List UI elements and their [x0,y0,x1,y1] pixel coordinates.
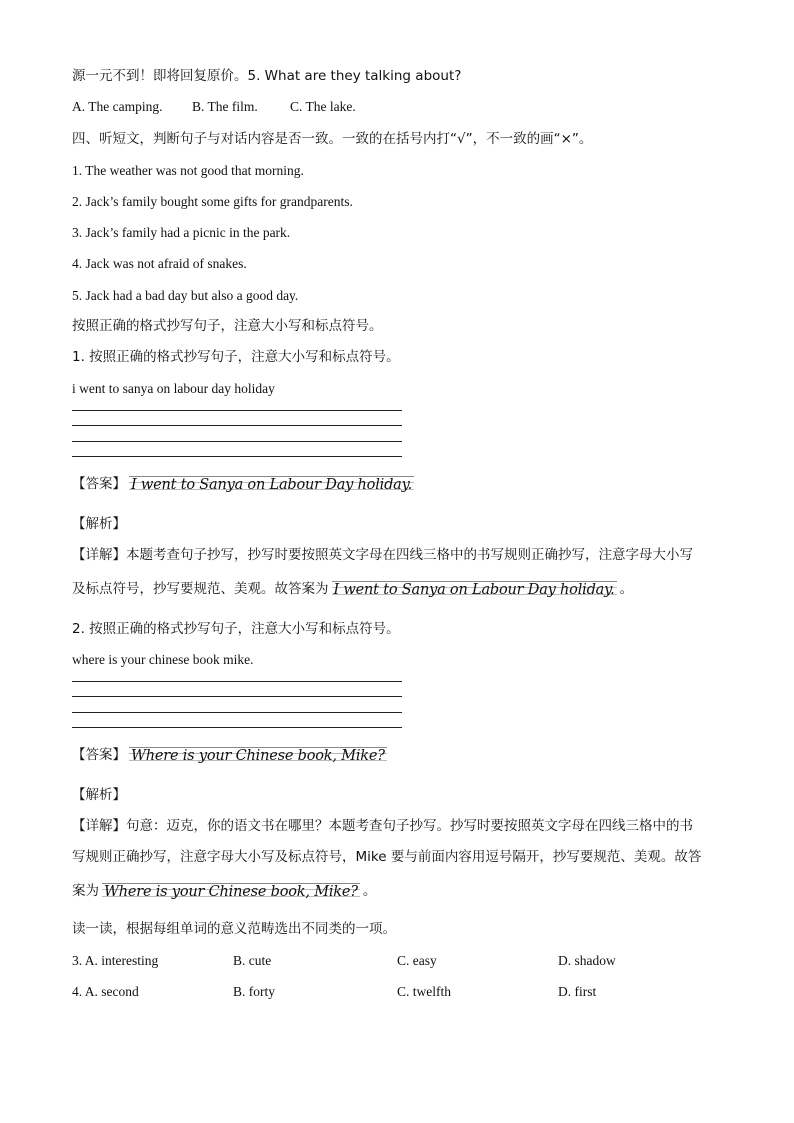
answer-handwriting: I went to Sanya on Labour Day holiday. [333,582,615,598]
writing-lines [72,681,402,727]
q3-option-d: D. shadow [558,953,616,968]
question-1-sentence: i went to sanya on labour day holiday [72,381,275,396]
q5-option-b: B. The film. [192,99,258,114]
answer-handwriting: Where is your Chinese book, Mike? [131,748,385,764]
analysis-label: 【解析】 [72,516,126,532]
statement-4: 4. Jack was not afraid of snakes. [72,256,247,271]
answer-handwriting: Where is your Chinese book, Mike? [104,884,358,900]
explanation-line: 【详解】本题考查句子抄写，抄写时要按照英文字母在四线三格中的书写规则正确抄写，注意字母大小写 [72,547,693,563]
answer-handwriting: I went to Sanya on Labour Day holiday. [131,477,413,493]
answer-1: 【答案】 I went to Sanya on Labour Day holiday. [72,476,413,493]
question-1: 1. 按照正确的格式抄写句子，注意大小写和标点符号。 [72,349,400,365]
q4-option-c: C. twelfth [397,984,451,999]
statement-1: 1. The weather was not good that morning. [72,163,304,178]
writing-lines [72,410,402,456]
statement-3: 3. Jack’s family had a picnic in the park. [72,225,291,240]
q3-option-b: B. cute [233,953,272,968]
statement-5: 5. Jack had a bad day but also a good day. [72,288,299,303]
explanation-line: 【详解】句意：迈克，你的语文书在哪里？本题考查句子抄写。抄写时要按照英文字母在四线三格中的书 [72,818,693,834]
q3-option-a: 3. A. interesting [72,953,159,968]
answer-2: 【答案】 Where is your Chinese book, Mike? [72,747,385,764]
statement-2: 2. Jack’s family bought some gifts for grandparents. [72,194,353,209]
text-line: 源一元不到！即将回复原价。5. What are they talking about? [72,68,462,84]
explanation-line: 及标点符号，抄写要规范、美观。故答案为 I went to Sanya on Labour Day holiday. 。 [72,581,634,598]
section-heading: 四、听短文，判断句子与对话内容是否一致。一致的在括号内打“√”，不一致的画“×”。 [72,131,593,147]
q5-option-c: C. The lake. [290,99,356,114]
q4-option-d: D. first [558,984,597,999]
q4-option-a: 4. A. second [72,984,139,999]
explanation-line: 案为 Where is your Chinese book, Mike? 。 [72,883,377,900]
explanation-line: 写规则正确抄写，注意字母大小写及标点符号，Mike 要与前面内容用逗号隔开，抄写要规范、美观。故答 [72,849,702,865]
question-2-sentence: where is your chinese book mike. [72,652,254,667]
q4-option-b: B. forty [233,984,275,999]
question-2: 2. 按照正确的格式抄写句子，注意大小写和标点符号。 [72,621,400,637]
analysis-label: 【解析】 [72,787,126,803]
q3-option-c: C. easy [397,953,437,968]
section-heading: 按照正确的格式抄写句子，注意大小写和标点符号。 [72,318,383,334]
q5-option-a: A. The camping. [72,99,163,114]
section-heading: 读一读，根据每组单词的意义范畴选出不同类的一项。 [72,921,396,937]
